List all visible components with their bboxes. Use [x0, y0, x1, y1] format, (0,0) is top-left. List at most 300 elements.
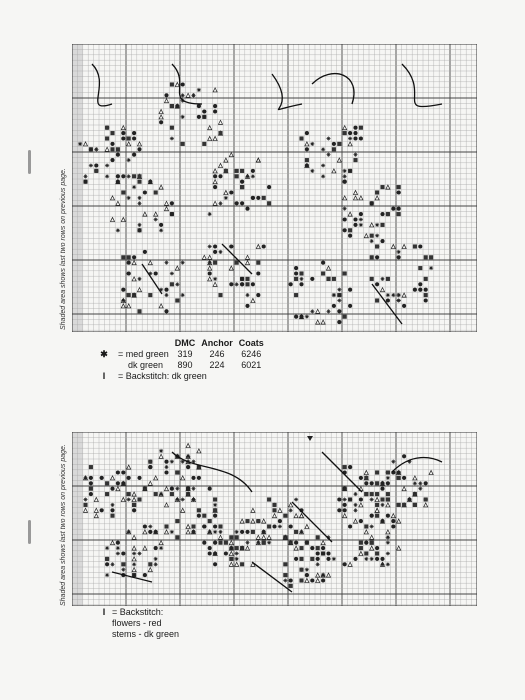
stitch-symbol: [294, 266, 298, 270]
stitch-symbol: [386, 535, 390, 539]
stitch-symbol: [310, 557, 314, 561]
stitch-symbol: [224, 169, 228, 173]
stitch-symbol: [229, 551, 233, 555]
stitch-symbol: [181, 93, 185, 97]
stitch-symbol: [289, 578, 293, 582]
stitch-symbol: [186, 524, 190, 528]
stitch-symbol: [143, 250, 147, 254]
stitch-symbol: [299, 546, 303, 550]
stitch-symbol: [121, 562, 125, 566]
stitch-symbol: [137, 551, 141, 555]
stitch-symbol: [321, 320, 325, 324]
bottom-cross-stitch-chart: [72, 432, 477, 606]
stitch-symbol: [245, 541, 249, 545]
stitch-symbol: [256, 271, 260, 275]
stitch-symbol: [186, 93, 190, 97]
stitch-symbol: [348, 562, 352, 566]
stitch-symbol: [164, 201, 168, 205]
stitch-symbol: [316, 578, 320, 582]
stitch-symbol: [105, 126, 109, 130]
stitch-symbol: [229, 266, 233, 270]
stitch-symbol: [386, 298, 390, 302]
stitch-symbol: [154, 190, 158, 194]
stitch-symbol: [132, 153, 136, 157]
stitch-symbol: [127, 261, 131, 265]
stitch-symbol: [348, 304, 352, 308]
stitch-symbol: [364, 476, 368, 480]
stitch-symbol: [267, 535, 271, 539]
stitch-symbol: [116, 481, 120, 485]
bottom-chart-grid: [72, 432, 477, 606]
stitch-symbol: [218, 163, 222, 167]
backstitch-line-icon: I: [102, 607, 106, 617]
stitch-symbol: [380, 557, 384, 561]
stitch-symbol: [132, 261, 136, 265]
stitch-symbol: [299, 271, 303, 275]
stitch-symbol: [213, 562, 217, 566]
stitch-symbol: [375, 492, 379, 496]
stitch-symbol: [164, 465, 168, 469]
stitch-symbol: [332, 293, 336, 297]
backstitch-line-icon: I: [102, 371, 106, 381]
stitch-symbol: [245, 207, 249, 211]
stitch-symbol: [105, 147, 109, 151]
top-color-legend: [96, 338, 270, 382]
stitch-symbol: [164, 93, 168, 97]
stitch-symbol: [240, 277, 244, 281]
stitch-symbol: [197, 88, 201, 92]
legend-header-dmc: DMC: [174, 338, 196, 348]
stitch-symbol: [359, 223, 363, 227]
stitch-symbol: [105, 492, 109, 496]
stitch-symbol: [359, 212, 363, 216]
stitch-symbol: [105, 573, 109, 577]
stitch-symbol: [289, 503, 293, 507]
stitch-symbol: [370, 255, 374, 259]
stitch-symbol: [116, 153, 120, 157]
stitch-symbol: [235, 530, 239, 534]
stitch-symbol: [191, 487, 195, 491]
stitch-symbol: [175, 519, 179, 523]
stitch-symbol: [326, 557, 330, 561]
stitch-symbol: [132, 255, 136, 259]
stitch-symbol: [197, 104, 201, 108]
stitch-symbol: [386, 293, 390, 297]
stitch-symbol: [121, 255, 125, 259]
stitch-symbol: [89, 476, 93, 480]
stitch-symbol: [305, 142, 309, 146]
stitch-symbol: [370, 514, 374, 518]
stitch-symbol: [208, 266, 212, 270]
stitch-symbol: [137, 476, 141, 480]
stitch-symbol: [380, 239, 384, 243]
stitch-symbol: [148, 465, 152, 469]
stitch-symbol: [213, 508, 217, 512]
stitch-symbol: [213, 503, 217, 507]
stitch-symbol: [235, 551, 239, 555]
stitch-symbol: [380, 288, 384, 292]
stitch-symbol: [386, 212, 390, 216]
stitch-symbol: [245, 546, 249, 550]
stitch-symbol: [251, 174, 255, 178]
stitch-symbol: [100, 476, 104, 480]
stitch-symbol: [397, 293, 401, 297]
stitch-symbol: [391, 293, 395, 297]
stitch-symbol: [321, 271, 325, 275]
stitch-symbol: [164, 207, 168, 211]
stitch-symbol: [213, 201, 217, 205]
stitch-symbol: [89, 492, 93, 496]
stitch-symbol: [348, 524, 352, 528]
stitch-symbol: [359, 497, 363, 501]
stitch-symbol: [148, 568, 152, 572]
stitch-symbol: [424, 298, 428, 302]
stitch-symbol: [316, 551, 320, 555]
stitch-symbol: [299, 578, 303, 582]
stitch-symbol: [267, 185, 271, 189]
stitch-symbol: [175, 535, 179, 539]
stitch-symbol: [353, 153, 357, 157]
stitch-symbol: [110, 131, 114, 135]
stitch-symbol: [240, 185, 244, 189]
stitch-symbol: [202, 115, 206, 119]
stitch-symbol: [310, 546, 314, 550]
stitch-symbol: [418, 244, 422, 248]
stitch-symbol: [213, 185, 217, 189]
legend-coats: 6021: [241, 360, 262, 370]
stitch-symbol: [343, 315, 347, 319]
stitch-symbol: [343, 503, 347, 507]
stitch-symbol: [424, 481, 428, 485]
backstitch-line: [92, 64, 112, 106]
legend-row-backstitch: [96, 371, 270, 382]
stitch-symbol: [110, 147, 114, 151]
stitch-symbol: [186, 487, 190, 491]
stitch-symbol: [164, 503, 168, 507]
stitch-symbol: [397, 185, 401, 189]
stitch-symbol: [402, 454, 406, 458]
stitch-symbol: [208, 546, 212, 550]
stitch-symbol: [380, 223, 384, 227]
stitch-symbol: [353, 557, 357, 561]
stitch-symbol: [343, 487, 347, 491]
legend-label: = Backstitch:: [112, 607, 164, 617]
stitch-symbol: [256, 244, 260, 248]
stitch-symbol: [391, 244, 395, 248]
stitch-symbol: [397, 519, 401, 523]
stitch-symbol: [208, 255, 212, 259]
stitch-symbol: [137, 201, 141, 205]
stitch-symbol: [132, 503, 136, 507]
stitch-symbol: [148, 261, 152, 265]
stitch-symbol: [132, 174, 136, 178]
stitch-symbol: [391, 207, 395, 211]
stitch-symbol: [143, 573, 147, 577]
stitch-symbol: [175, 82, 179, 86]
stitch-symbol: [256, 293, 260, 297]
stitch-symbol: [110, 196, 114, 200]
stitch-symbol: [224, 196, 228, 200]
stitch-symbol: [164, 309, 168, 313]
stitch-symbol: [386, 530, 390, 534]
stitch-symbol: [137, 277, 141, 281]
stitch-symbol: [337, 320, 341, 324]
stitch-symbol: [116, 546, 120, 550]
stitch-symbol: [321, 546, 325, 550]
stitch-symbol: [127, 174, 131, 178]
stitch-symbol: [127, 304, 131, 308]
stitch-symbol: [197, 476, 201, 480]
stitch-symbol: [370, 277, 374, 281]
stitch-symbol: [413, 476, 417, 480]
stitch-symbol: [370, 535, 374, 539]
stitch-symbol: [121, 288, 125, 292]
stitch-symbol: [175, 298, 179, 302]
stitch-symbol: [316, 546, 320, 550]
stitch-symbol: [337, 158, 341, 162]
legend-coats: 6246: [241, 349, 262, 359]
stitch-symbol: [353, 158, 357, 162]
stitch-symbol: [229, 153, 233, 157]
stitch-symbol: [245, 282, 249, 286]
stitch-symbol: [213, 88, 217, 92]
stitch-symbol: [127, 293, 131, 297]
stitch-symbol: [326, 551, 330, 555]
stitch-symbol: [375, 282, 379, 286]
stitch-symbol: [402, 503, 406, 507]
stitch-symbol: [229, 535, 233, 539]
stitch-symbol: [380, 497, 384, 501]
stitch-symbol: [370, 497, 374, 501]
legend-row-med-green: [96, 349, 270, 360]
stitch-symbol: [397, 503, 401, 507]
backstitch-line: [222, 244, 252, 274]
stitch-symbol: [418, 481, 422, 485]
stitch-symbol: [159, 546, 163, 550]
stitch-symbol: [413, 244, 417, 248]
top-chart-grid: [72, 44, 477, 332]
stitch-symbol: [159, 115, 163, 119]
stitch-symbol: [218, 524, 222, 528]
stitch-symbol: [229, 557, 233, 561]
stitch-symbol: [121, 470, 125, 474]
stitch-symbol: [413, 288, 417, 292]
stitch-symbol: [348, 497, 352, 501]
stitch-symbol: [116, 201, 120, 205]
stitch-symbol: [224, 158, 228, 162]
stitch-symbol: [424, 503, 428, 507]
stitch-symbol: [170, 201, 174, 205]
stitch-symbol: [197, 508, 201, 512]
stitch-symbol: [159, 454, 163, 458]
stitch-symbol: [397, 476, 401, 480]
stitch-symbol: [121, 131, 125, 135]
stitch-symbol: [289, 282, 293, 286]
stitch-symbol: [208, 519, 212, 523]
stitch-symbol: [343, 169, 347, 173]
stitch-symbol: [121, 304, 125, 308]
stitch-symbol: [110, 142, 114, 146]
stitch-symbol: [375, 514, 379, 518]
stitch-symbol: [202, 524, 206, 528]
stitch-symbol: [213, 244, 217, 248]
stitch-symbol: [208, 212, 212, 216]
stitch-symbol: [208, 277, 212, 281]
stitch-symbol: [375, 298, 379, 302]
stitch-symbol: [251, 196, 255, 200]
stitch-symbol: [332, 169, 336, 173]
stitch-symbol: [213, 250, 217, 254]
stitch-symbol: [143, 530, 147, 534]
stitch-symbol: [262, 519, 266, 523]
stitch-symbol: [132, 557, 136, 561]
stitch-symbol: [299, 277, 303, 281]
stitch-symbol: [127, 158, 131, 162]
stitch-symbol: [310, 169, 314, 173]
stitch-symbol: [424, 293, 428, 297]
stitch-symbol: [245, 519, 249, 523]
stitch-symbol: [159, 304, 163, 308]
stitch-symbol: [353, 508, 357, 512]
stitch-symbol: [105, 136, 109, 140]
stitch-symbol: [262, 196, 266, 200]
stitch-symbol: [326, 309, 330, 313]
stitch-symbol: [305, 578, 309, 582]
stitch-symbol: [127, 492, 131, 496]
legend-label: stems - dk green: [112, 629, 180, 639]
stitch-symbol: [110, 514, 114, 518]
stitch-symbol: [83, 508, 87, 512]
stitch-symbol: [364, 481, 368, 485]
stitch-symbol: [143, 190, 147, 194]
stitch-symbol: [343, 271, 347, 275]
stitch-symbol: [397, 190, 401, 194]
stitch-symbol: [240, 169, 244, 173]
stitch-symbol: [332, 557, 336, 561]
stitch-symbol: [402, 487, 406, 491]
stitch-symbol: [154, 271, 158, 275]
stitch-symbol: [397, 250, 401, 254]
stitch-symbol: [294, 530, 298, 534]
stitch-symbol: [305, 158, 309, 162]
stitch-symbol: [380, 277, 384, 281]
stitch-symbol: [213, 261, 217, 265]
stitch-symbol: [110, 562, 114, 566]
stitch-symbol: [402, 304, 406, 308]
stitch-symbol: [132, 492, 136, 496]
stitch-symbol: [294, 277, 298, 281]
top-chart-side-note: Shaded area shows last two rows on previous page.: [60, 168, 67, 330]
stitch-symbol: [316, 562, 320, 566]
stitch-symbol: [148, 562, 152, 566]
stitch-symbol: [348, 212, 352, 216]
stitch-symbol: [89, 465, 93, 469]
stitch-symbol: [191, 93, 195, 97]
stitch-symbol: [375, 481, 379, 485]
stitch-symbol: [159, 120, 163, 124]
stitch-symbol: [321, 578, 325, 582]
stitch-symbol: [181, 508, 185, 512]
stitch-symbol: [213, 169, 217, 173]
stitch-symbol: [380, 503, 384, 507]
stitch-symbol: [218, 530, 222, 534]
stitch-symbol: [386, 497, 390, 501]
stitch-symbol: [213, 514, 217, 518]
stitch-symbol: [294, 293, 298, 297]
stitch-symbol: [353, 131, 357, 135]
stitch-symbol: [218, 535, 222, 539]
stitch-symbol: [132, 568, 136, 572]
stitch-symbol: [116, 174, 120, 178]
stitch-symbol: [213, 174, 217, 178]
stitch-symbol: [132, 497, 136, 501]
stitch-symbol: [240, 530, 244, 534]
stitch-symbol: [326, 573, 330, 577]
stitch-symbol: [235, 169, 239, 173]
stitch-symbol: [154, 492, 158, 496]
stitch-symbol: [272, 524, 276, 528]
stitch-symbol: [299, 282, 303, 286]
stitch-symbol: [245, 277, 249, 281]
stitch-symbol: [181, 497, 185, 501]
stitch-symbol: [359, 503, 363, 507]
stitch-symbol: [170, 487, 174, 491]
stitch-symbol: [262, 541, 266, 545]
stitch-symbol: [164, 470, 168, 474]
stitch-symbol: [132, 131, 136, 135]
stitch-symbol: [94, 169, 98, 173]
stitch-symbol: [218, 120, 222, 124]
stitch-symbol: [89, 147, 93, 151]
legend-anchor: 246: [209, 349, 225, 359]
stitch-symbol: [256, 158, 260, 162]
stitch-symbol: [391, 524, 395, 528]
legend-label: dk green: [128, 360, 164, 370]
stitch-symbol: [402, 476, 406, 480]
stitch-symbol: [191, 524, 195, 528]
stitch-symbol: [321, 174, 325, 178]
stitch-symbol: [310, 277, 314, 281]
stitch-symbol: [164, 288, 168, 292]
stitch-symbol: [110, 158, 114, 162]
stitch-symbol: [132, 136, 136, 140]
stitch-symbol: [175, 487, 179, 491]
stitch-symbol: [310, 309, 314, 313]
stitch-symbol: [364, 234, 368, 238]
stitch-symbol: [137, 309, 141, 313]
stitch-symbol: [386, 470, 390, 474]
stitch-symbol: [316, 320, 320, 324]
stitch-symbol: [316, 557, 320, 561]
stitch-symbol: [364, 492, 368, 496]
stitch-symbol: [375, 546, 379, 550]
stitch-symbol: [429, 266, 433, 270]
stitch-symbol: [413, 481, 417, 485]
stitch-symbol: [121, 497, 125, 501]
stitch-symbol: [229, 541, 233, 545]
stitch-symbol: [132, 185, 136, 189]
stitch-symbol: [110, 476, 114, 480]
stitch-symbol: [235, 557, 239, 561]
stitch-symbol: [424, 288, 428, 292]
stitch-symbol: [370, 481, 374, 485]
stitch-symbol: [245, 261, 249, 265]
stitch-symbol: [413, 503, 417, 507]
stitch-symbol: [83, 180, 87, 184]
stitch-symbol: [364, 557, 368, 561]
stitch-symbol: [240, 180, 244, 184]
stitch-symbol: [137, 288, 141, 292]
